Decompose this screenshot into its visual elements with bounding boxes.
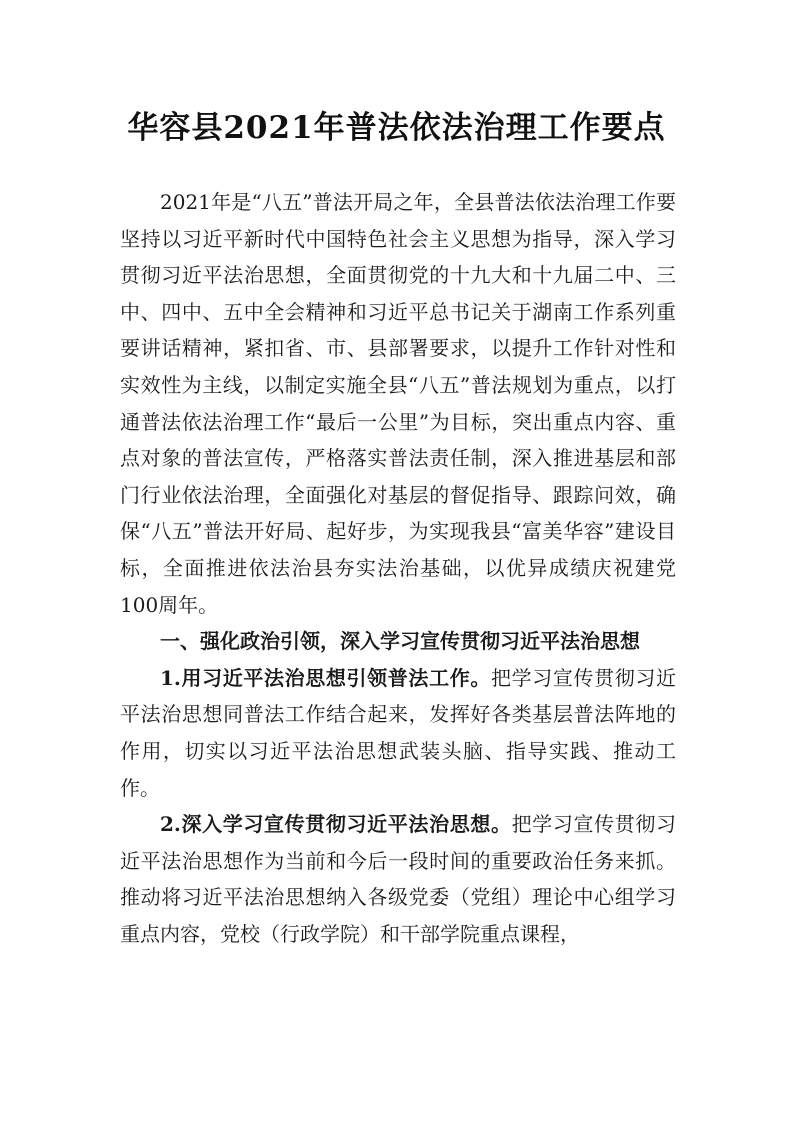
item-1-lead: 1.用习近平法治思想引领普法工作。 — [160, 665, 491, 690]
document-body — [120, 184, 676, 952]
item-1-text: 把学习宣传贯彻习近平法治思想同普法工作结合起来，发挥好各类基层普法阵地的作用，切实以习近平法治思想武装头脑、指导实践、推动工作。 — [120, 665, 676, 800]
section-1-heading: 一、强化政治引领，深入学习宣传贯彻习近平法治思想 — [160, 629, 640, 654]
intro-paragraph: 2021年是“八五”普法开局之年，全县普法依法治理工作要坚持以习近平新时代中国特色社会主义思想为指导，深入学习贯彻习近平法治思想，全面贯彻党的十九大和十九届二中、三中、四中、五中全会精神和习近平总书记关于湖南工作系列重要讲话精神，紧扣省、市、县部署要求，以提升工作针对性和实效性为主线，以制定实施全县“八五”普法规划为重点，以打通普法依法治理工作“最后一公里”为目标，突出重点内容、重点对象的普法宣传，严格落实普法责任制，深入推进基层和部门行业依法治理，全面强化对基层的督促指导、跟踪问效，确保“八五”普法开好局、起好步，为实现我县“富美华容”建设目标，全面推进依法治县夯实法治基础，以优异成绩庆祝建党100周年。 — [120, 190, 676, 617]
document-title: 华容县2021年普法依法治理工作要点 — [127, 110, 666, 146]
item-2-lead: 2.深入学习宣传贯彻习近平法治思想。 — [160, 812, 512, 837]
item-2-paragraph — [120, 806, 676, 952]
item-1-paragraph — [120, 660, 676, 806]
item-2-text: 把学习宣传贯彻习近平法治思想作为当前和今后一段时间的重要政治任务来抓。推动将习近平法治思想纳入各级党委（党组）理论中心组学习重点内容，党校（行政学院）和干部学院重点课程， — [120, 812, 677, 946]
